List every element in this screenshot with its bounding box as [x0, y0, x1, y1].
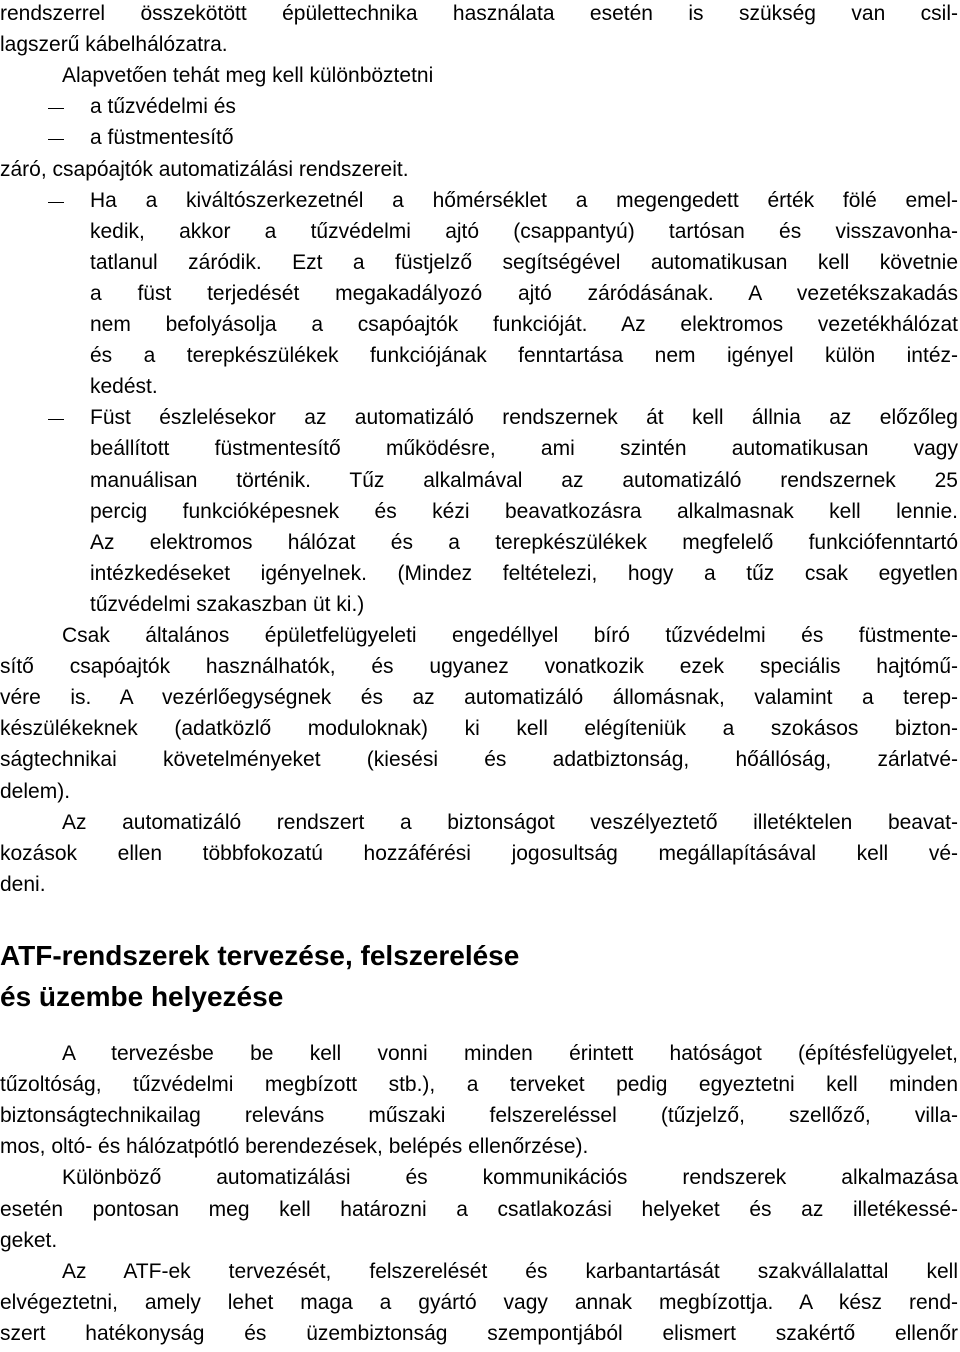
- text-line: Az automatizáló rendszert a biztonságot veszélyeztető illetéktelen beavat-: [62, 810, 958, 834]
- text-line: sítő csapóajtók használhatók, és ugyanez vonatkozik ezek speciális hajtómű-: [0, 655, 958, 679]
- text-line: A tervezésbe be kell vonni minden érintett hatóságot (építésfelügyelet,: [62, 1042, 958, 1065]
- text-line: kedik, akkor a tűzvédelmi ajtó (csappantyú) tartósan és visszavonha-: [90, 219, 958, 243]
- text-line: Csak általános épületfelügyeleti engedéllyel bíró tűzvédelmi és füstmente-: [62, 624, 958, 647]
- text-line: szert hatékonyság és üzembiztonság szempontjából elismert szakértő ellenőr: [0, 1321, 958, 1345]
- text-line: Különböző automatizálási és kommunikációs rendszerek alkalmazása: [62, 1166, 958, 1190]
- text-line: és a terepkészülékek funkciójának fenntartása nem igényel külön intéz-: [90, 344, 958, 368]
- list-dash-icon: [48, 108, 64, 109]
- text-line: intézkedéseket igényelnek. (Mindez feltételezi, hogy a tűz csak egyetlen: [90, 561, 958, 585]
- text-line: rendszerrel összekötött épülettechnika használata esetén is szükség van csil-: [0, 2, 958, 25]
- text-line: tűzoltóság, tűzvédelmi megbízott stb.), a terveket pedig egyeztetni kell minden: [0, 1073, 958, 1097]
- text-line: nem befolyásolja a csapóajtók funkcióját. Az elektromos vezetékhálózat: [90, 313, 958, 336]
- text-line: deni.: [0, 872, 46, 896]
- section-heading-line-2: és üzembe helyezése: [0, 981, 284, 1012]
- text-line: tűzvédelmi szakaszban üt ki.): [90, 592, 365, 616]
- text-line: percig funkcióképesnek és kézi beavatkozásra alkalmasnak kell lennie.: [90, 499, 958, 523]
- text-line: mos, oltó- és hálózatpótló berendezések, belépés ellenőrzése).: [0, 1135, 589, 1159]
- text-line: vére is. A vezérlőegységnek és az automatizáló állomásnak, valamint a terep-: [0, 686, 958, 710]
- text-line: manuálisan történik. Tűz alkalmával az automatizáló rendszernek 25: [90, 468, 958, 492]
- text-line: esetén pontosan meg kell határozni a csatlakozási helyeket és az illetékessé-: [0, 1197, 958, 1221]
- text-line: ságtechnikai követelményeket (kiesési és adatbiztonság, hőállóság, zárlatvé-: [0, 748, 958, 772]
- text-line: Füst észlelésekor az automatizáló rendszernek át kell állnia az előzőleg: [90, 406, 958, 430]
- text-line: kedést.: [90, 375, 158, 399]
- text-line: záró, csapóajtók automatizálási rendszereit.: [0, 157, 409, 181]
- list-dash-icon: [48, 139, 64, 140]
- text-line: beállított füstmentesítő működésre, ami szintén automatikusan vagy: [90, 437, 958, 461]
- text-line: a tűzvédelmi és: [90, 95, 236, 119]
- text-line: Az ATF-ek tervezését, felszerelését és karbantartását szakvállalattal kell: [62, 1259, 958, 1283]
- list-dash-icon: [48, 419, 64, 420]
- text-line: lagszerű kábelhálózatra.: [0, 33, 228, 57]
- list-dash-icon: [48, 202, 64, 203]
- text-line: a füstmentesítő: [90, 126, 234, 150]
- section-heading-line-1: ATF-rendszerek tervezése, felszerelése: [0, 940, 520, 971]
- text-line: Alapvetően tehát meg kell különböztetni: [62, 64, 434, 88]
- text-line: készülékeknek (adatközlő moduloknak) ki kell elégíteniük a szokásos bizton-: [0, 717, 958, 741]
- text-line: Ha a kiváltószerkezetnél a hőmérséklet a megengedett érték fölé emel-: [90, 188, 958, 212]
- text-line: biztonságtechnikailag releváns műszaki felszereléssel (tűzjelző, szellőző, villa-: [0, 1104, 958, 1128]
- text-line: a füst terjedését megakadályozó ajtó záródásának. A vezetékszakadás: [90, 281, 958, 305]
- text-line: geket.: [0, 1228, 58, 1252]
- text-line: elvégeztetni, amely lehet maga a gyártó vagy annak megbízottja. A kész rend-: [0, 1290, 958, 1314]
- text-line: tatlanul záródik. Ezt a füstjelző segítségével automatikusan kell követnie: [90, 250, 958, 274]
- text-line: kozások ellen többfokozatú hozzáférési jogosultság megállapításával kell vé-: [0, 841, 958, 865]
- text-line: delem).: [0, 779, 71, 803]
- text-line: Az elektromos hálózat és a terepkészülékek megfelelő funkciófenntartó: [90, 530, 958, 554]
